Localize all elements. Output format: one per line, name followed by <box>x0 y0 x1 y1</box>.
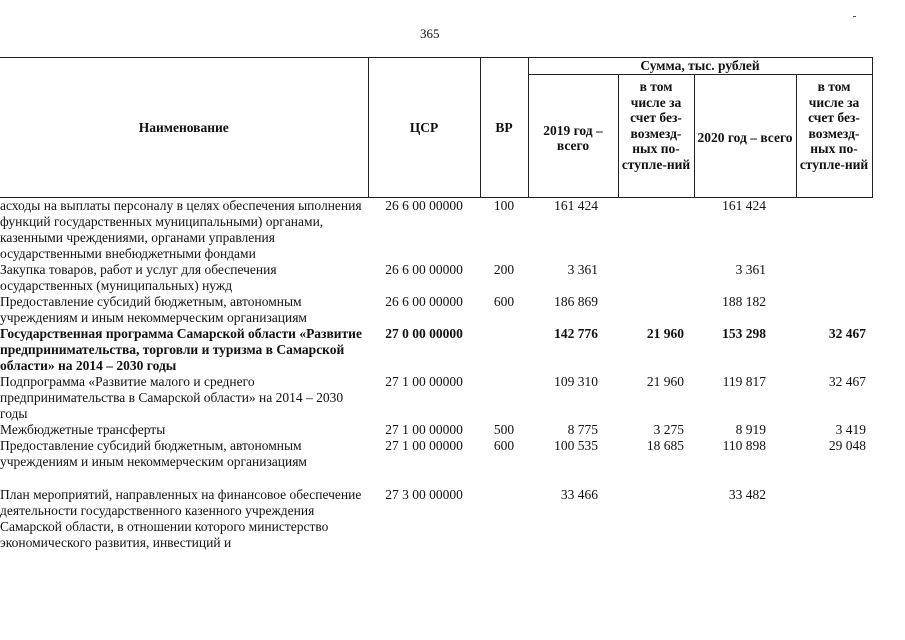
header-name: Наименование <box>0 58 368 198</box>
row-name: Подпрограмма «Развитие малого и среднего предпринимательства в Самарской области» на 2014 – 2030 годы <box>0 374 344 421</box>
row-csr: 27 1 00 00000 <box>385 374 463 389</box>
header-vr: ВР <box>480 58 528 198</box>
row-csr: 27 1 00 00000 <box>385 438 463 453</box>
row-2019-total: 8 775 <box>567 422 598 437</box>
row-2020-free <box>796 294 872 326</box>
table-row <box>0 470 872 551</box>
row-2019-free: 18 685 <box>646 438 684 453</box>
row-2020-total: 33 482 <box>728 487 766 502</box>
row-vr <box>480 326 528 374</box>
row-2019-free <box>618 470 694 551</box>
row-2020-total: 161 424 <box>722 198 766 213</box>
table-row <box>0 294 872 326</box>
row-2019-free: 3 275 <box>653 422 684 437</box>
row-name: Закупка товаров, работ и услуг для обеспечения осударственных (муниципальных) нужд <box>0 262 277 293</box>
row-2019-total: 100 535 <box>554 438 598 453</box>
row-csr: 27 3 00 00000 <box>385 487 463 502</box>
table-row <box>0 198 872 263</box>
header-2020-free: в том числе за счет без-возмезд-ных по-ступле-ний <box>796 75 872 198</box>
row-2019-total: 186 869 <box>554 294 598 309</box>
row-2019-free <box>618 198 694 263</box>
row-2019-total: 142 776 <box>554 326 598 341</box>
header-csr: ЦСР <box>368 58 480 198</box>
row-vr: 500 <box>493 422 515 437</box>
header-2019-free: в том числе за счет без-возмезд-ных по-ступле-ний <box>618 75 694 198</box>
row-vr: 600 <box>493 438 515 453</box>
row-name: асходы на выплаты персоналу в целях обеспечения ыполнения функций государственных муниципальными) органами, казенными чреждениями, органами управления осударственными внебюджетными фондами <box>0 198 362 261</box>
row-vr: 200 <box>493 262 515 277</box>
page-number: 365 <box>420 26 440 41</box>
row-name: Межбюджетные трансферты <box>0 422 166 437</box>
row-vr: 600 <box>493 294 515 309</box>
header-2020-total: 2020 год – всего <box>694 75 796 198</box>
row-2019-total: 109 310 <box>554 374 598 389</box>
row-2019-free <box>618 262 694 294</box>
row-vr <box>480 470 528 551</box>
row-2019-free <box>618 294 694 326</box>
row-2019-free: 21 960 <box>646 374 684 389</box>
row-2019-free: 21 960 <box>646 326 684 341</box>
table-row-program <box>0 326 872 374</box>
row-2020-total: 188 182 <box>722 294 766 309</box>
budget-table <box>0 57 873 551</box>
row-csr: 26 6 00 00000 <box>385 198 463 213</box>
row-vr <box>480 374 528 422</box>
row-csr: 26 6 00 00000 <box>385 262 463 277</box>
row-2020-free <box>796 262 872 294</box>
row-2020-total: 119 817 <box>722 374 766 389</box>
row-2019-total: 161 424 <box>554 198 598 213</box>
row-2020-free: 29 048 <box>828 438 866 453</box>
row-name: План мероприятий, направленных на финансовое обеспечение деятельности государственного казенного учреждения Самарской области, в отношении которого министерство экономического развития, инвестиций и <box>0 487 362 550</box>
table-row <box>0 262 872 294</box>
table-row <box>0 374 872 422</box>
row-name: Предоставление субсидий бюджетным, автономным учреждениям и иным некоммерческим организациям <box>0 294 307 325</box>
row-2020-free: 32 467 <box>828 326 866 341</box>
row-2020-total: 3 361 <box>735 262 766 277</box>
row-2020-free <box>796 198 872 263</box>
row-csr: 27 0 00 00000 <box>385 326 463 341</box>
table-row <box>0 438 872 470</box>
row-2020-free: 3 419 <box>835 422 866 437</box>
row-name: Государственная программа Самарской области «Развитие предпринимательства, торговли и туризма в Самарской области» на 2014 – 2030 годы <box>0 326 362 373</box>
header-2019-total: 2019 год – всего <box>528 75 618 198</box>
row-2019-total: 3 361 <box>567 262 598 277</box>
table-row <box>0 422 872 438</box>
row-2020-free <box>796 470 872 551</box>
row-name: Предоставление субсидий бюджетным, автономным учреждениям и иным некоммерческим организациям <box>0 438 307 469</box>
row-csr: 27 1 00 00000 <box>385 422 463 437</box>
scan-mark <box>853 16 856 17</box>
row-csr: 26 6 00 00000 <box>385 294 463 309</box>
row-2019-total: 33 466 <box>560 487 598 502</box>
row-2020-total: 153 298 <box>722 326 766 341</box>
row-2020-total: 8 919 <box>735 422 766 437</box>
row-vr: 100 <box>493 198 515 213</box>
row-2020-total: 110 898 <box>722 438 766 453</box>
header-sum: Сумма, тыс. рублей <box>528 58 872 75</box>
row-2020-free: 32 467 <box>828 374 866 389</box>
